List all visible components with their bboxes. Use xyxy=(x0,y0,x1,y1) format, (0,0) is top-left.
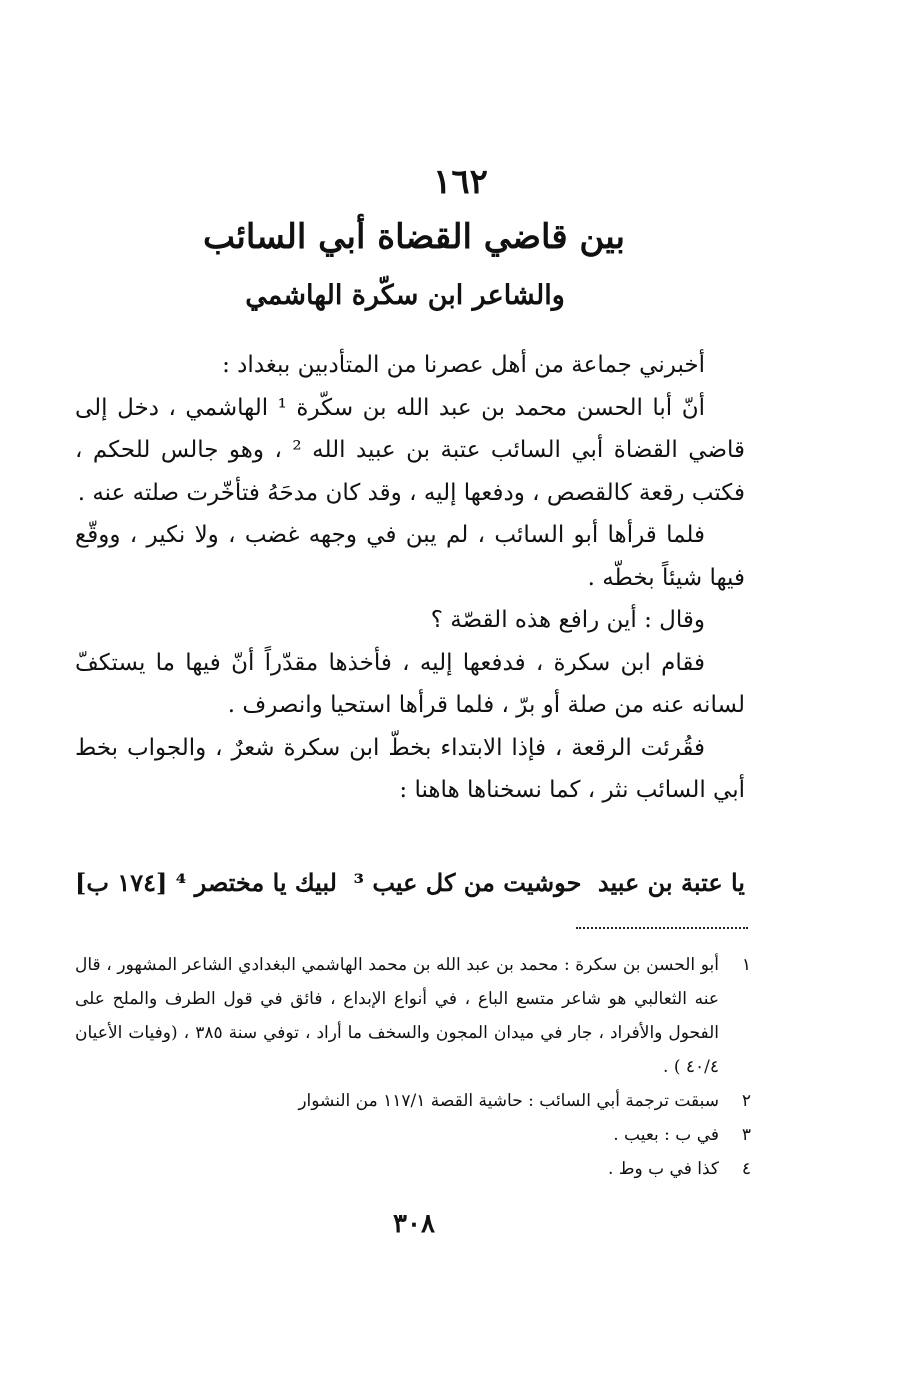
poem-hemistich: حوشيت من كل عيب ³ xyxy=(353,868,582,897)
body-text xyxy=(75,344,745,812)
chapter-subtitle: والشاعر ابن سكّرة الهاشمي xyxy=(245,280,565,311)
footnote-number: ٣ xyxy=(741,1125,751,1145)
paragraph: أخبرني جماعة من أهل عصرنا من المتأدبين ببغداد : xyxy=(222,352,705,378)
footnote xyxy=(75,1084,751,1118)
paragraph: فلما قرأها أبو السائب ، لم يبن في وجهه غضب ، ولا نكير ، ووقّع فيها شيئاً بخطّه . xyxy=(75,522,745,591)
footnotes xyxy=(75,948,751,1186)
paragraph: فقام ابن سكرة ، فدفعها إليه ، فأخذها مقدّراً أنّ فيها ما يستكفّ لسانه عنه من صلة أو برّ ، فلما قرأها استحيا وانصرف . xyxy=(75,649,745,718)
footnote-number: ٤ xyxy=(741,1159,751,1179)
page-number: ٣٠٨ xyxy=(393,1209,435,1239)
poem-hemistich: لبيك يا مختصر ⁴ [١٧٤ ب] xyxy=(75,868,337,897)
footnote-number: ٢ xyxy=(741,1091,751,1111)
footnote-text: في ب : بعيب . xyxy=(613,1125,719,1145)
footnote-text: أبو الحسن بن سكرة : محمد بن عبد الله بن محمد الهاشمي البغدادي الشاعر المشهور ، قال عنه الثعالبي هو شاعر متسع الباع ، في أنواع الإبداع ، فائق في قول الطرف والملح على الفحول والأفراد ، جار في ميدان المجون والسخف ما أراد ، توفي سنة ٣٨٥ ، (وفيات الأعيان ٤٠/٤ ) . xyxy=(75,955,720,1077)
footnote-text: كذا في ب وط . xyxy=(608,1159,719,1179)
footnote xyxy=(75,1152,751,1186)
footnote xyxy=(75,948,751,1084)
paragraph: أنّ أبا الحسن محمد بن عبد الله بن سكّرة ¹ الهاشمي ، دخل إلى قاضي القضاة أبي السائب عتبة بن عبيد الله ² ، وهو جالس للحكم ، فكتب رقعة كالقصص ، ودفعها إليه ، وقد كان مدحَهُ فتأخّرت صلته عنه . xyxy=(75,394,745,506)
paragraph: فقُرئت الرقعة ، فإذا الابتداء بخطّ ابن سكرة شعرٌ ، والجواب بخط أبي السائب نثر ، كما نسخناها هاهنا : xyxy=(75,734,745,803)
footnote-text: سبقت ترجمة أبي السائب : حاشية القصة ١١٧/١ من النشوار xyxy=(298,1091,719,1111)
chapter-title: بين قاضي القضاة أبي السائب xyxy=(202,217,626,257)
poem-hemistich: يا عتبة بن عبيد xyxy=(597,868,745,897)
footnote-separator xyxy=(576,927,748,929)
footnote-number: ١ xyxy=(741,955,751,975)
paragraph: وقال : أين رافع هذه القصّة ؟ xyxy=(430,607,705,633)
footnote xyxy=(75,1118,751,1152)
poem-verse xyxy=(75,860,745,906)
chapter-number: ١٦٢ xyxy=(433,162,488,202)
